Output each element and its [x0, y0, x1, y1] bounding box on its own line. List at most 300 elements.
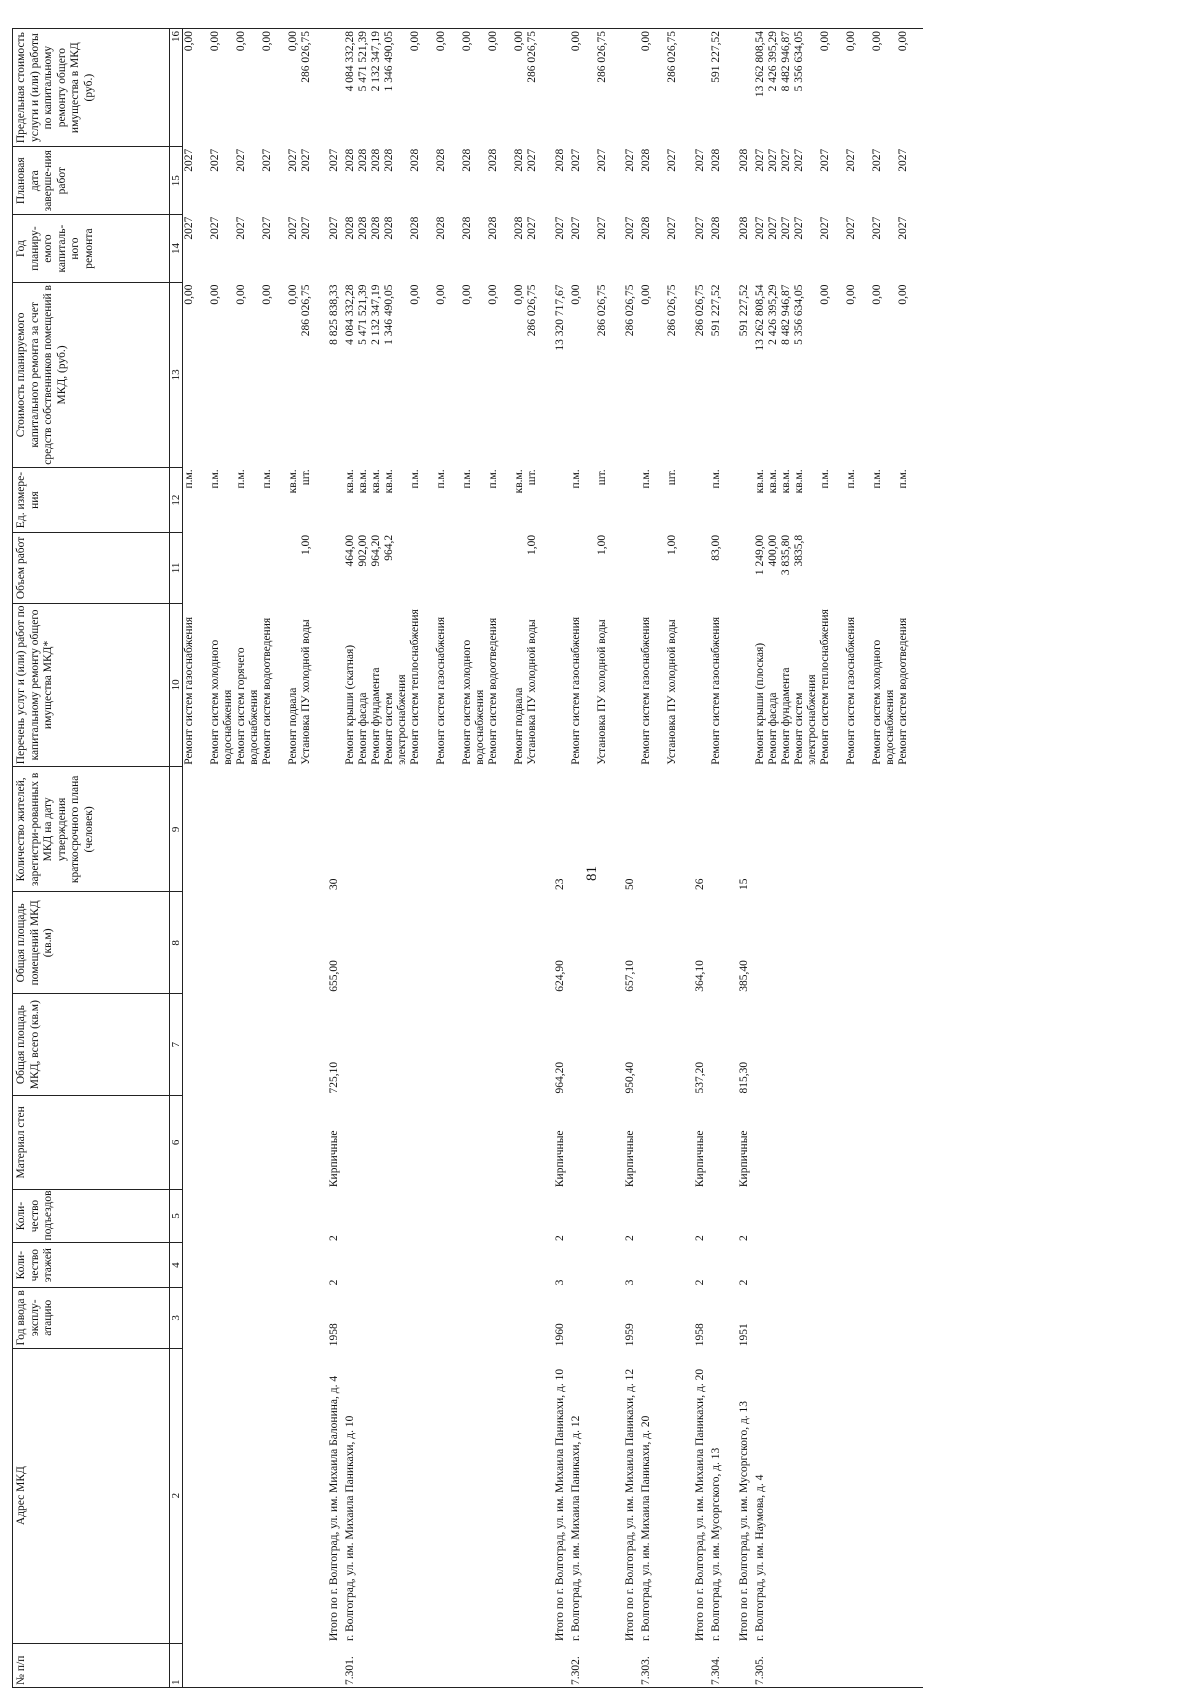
year-list	[710, 215, 736, 283]
work-year: 2027	[819, 216, 831, 240]
entrances: 2	[624, 1235, 636, 1241]
work-name: Ремонт крыши (скатная)	[344, 644, 356, 765]
year-list	[570, 215, 622, 283]
work-cost: 0,00	[287, 284, 299, 305]
entrances: 2	[738, 1235, 750, 1241]
total-year: 2027	[328, 216, 340, 240]
work-name: Ремонт систем теплоснабжения	[409, 609, 421, 765]
work-limit: 0,00	[819, 31, 831, 52]
work-cost: 0,00	[871, 284, 883, 305]
capital-repair-table	[12, 28, 923, 1688]
column-numbers-row	[170, 29, 183, 1688]
col-num: 8	[170, 892, 183, 994]
col-num: 15	[170, 147, 183, 215]
work-volume: 400,00	[767, 534, 779, 567]
entrances: 2	[554, 1235, 566, 1241]
work-name: Ремонт систем горячего водоснабжения	[235, 647, 260, 765]
work-cost: 0,00	[570, 284, 582, 305]
work-cost: 5 356 634,05	[793, 284, 805, 345]
area-total: 815,30	[738, 1061, 750, 1094]
work-limit: 0,00	[235, 31, 247, 52]
work-limit: 8 482 946,87	[780, 31, 792, 92]
limit-list	[570, 29, 622, 147]
works-list	[640, 603, 692, 767]
item-number: 7.301.	[344, 1643, 552, 1687]
area-premises: 385,40	[738, 960, 750, 992]
residents: 23	[554, 878, 566, 890]
total-year: 2027	[554, 216, 566, 240]
col-num: 1	[170, 1643, 183, 1687]
address-item-row	[710, 29, 736, 1688]
work-name: Ремонт подвала	[513, 687, 525, 765]
total-row	[552, 29, 570, 1688]
work-end-year: 2028	[710, 148, 722, 172]
work-volume: 464,00	[344, 534, 356, 567]
address-item-row	[570, 29, 622, 1688]
end-year-list	[570, 147, 622, 215]
work-cost: 0,00	[209, 284, 221, 305]
work-limit: 13 262 808,54	[754, 31, 766, 98]
address-item-row	[344, 29, 552, 1688]
work-cost: 0,00	[513, 284, 525, 305]
work-cost: 286 026,75	[300, 284, 312, 337]
work-name: Ремонт систем газоснабжения	[183, 616, 195, 765]
work-volume: 1 249,00	[754, 534, 766, 576]
col-num: 9	[170, 767, 183, 892]
work-end-year: 2028	[370, 148, 382, 172]
work-year: 2028	[513, 216, 525, 240]
residents: 26	[694, 878, 706, 890]
work-year: 2028	[383, 216, 395, 240]
work-limit: 0,00	[183, 31, 195, 52]
work-end-year: 2027	[871, 148, 883, 172]
total-end-year: 2027	[694, 148, 706, 172]
unit-list	[754, 467, 923, 533]
cost-list	[640, 282, 692, 467]
header-floors: Коли-чество этажей	[13, 1243, 170, 1287]
work-cost: 2 132 347,19	[370, 284, 382, 345]
work-unit: п.м.	[871, 469, 883, 489]
work-name: Установка ПУ холодной воды	[526, 619, 538, 765]
works-list	[710, 603, 736, 767]
work-limit: 286 026,75	[526, 31, 538, 83]
work-year: 2027	[300, 216, 312, 240]
volume-list	[754, 533, 923, 603]
work-unit: п.м.	[570, 469, 582, 489]
address-item-row	[640, 29, 692, 1688]
work-year: 2028	[487, 216, 499, 240]
work-volume: 1,00	[666, 534, 678, 555]
header-limit-cost: Предельная стоимость услуги и (или) работы по капитальному ремонту общего имущества в МКД (руб.)	[13, 29, 170, 147]
work-year: 2027	[570, 216, 582, 240]
work-cost: 0,00	[435, 284, 447, 305]
work-year: 2028	[370, 216, 382, 240]
col-num: 16	[170, 29, 183, 147]
area-total: 950,40	[624, 1061, 636, 1094]
work-unit: п.м.	[235, 469, 247, 489]
work-name: Ремонт систем холодного водоснабжения	[871, 639, 896, 765]
work-unit: кв.м.	[287, 469, 299, 494]
work-name: Установка ПУ холодной воды	[596, 619, 608, 765]
header-volume: Объем работ	[13, 533, 170, 603]
page-number: 81	[584, 866, 600, 881]
header-entrances: Коли-чество подъездов	[13, 1189, 170, 1243]
work-name: Ремонт крыши (плоская)	[754, 642, 766, 765]
work-limit: 5 471 521,39	[357, 31, 369, 92]
work-cost: 0,00	[845, 284, 857, 305]
work-year: 2028	[461, 216, 473, 240]
work-name: Ремонт фундамента	[370, 667, 382, 765]
work-volume: 902,00	[357, 534, 369, 567]
work-limit: 0,00	[871, 31, 883, 52]
work-end-year: 2028	[435, 148, 447, 172]
header-end-date: Плановая дата заверше-ния работ	[13, 147, 170, 215]
work-name: Ремонт систем газоснабжения	[640, 616, 652, 765]
work-end-year: 2027	[570, 148, 582, 172]
unit-list	[344, 467, 552, 533]
work-end-year: 2028	[640, 148, 652, 172]
work-end-year: 2027	[897, 148, 909, 172]
work-end-year: 2028	[383, 148, 395, 172]
work-limit: 0,00	[897, 31, 909, 52]
work-limit: 0,00	[845, 31, 857, 52]
wall-material: Кирпичные	[624, 1130, 636, 1188]
entrances: 2	[694, 1235, 706, 1241]
work-limit: 0,00	[570, 31, 582, 52]
residents: 30	[328, 878, 340, 890]
work-end-year: 2028	[344, 148, 356, 172]
item-address: г. Волгоград, ул. им. Наумова, д. 4	[754, 1474, 766, 1642]
work-cost: 13 262 808,54	[754, 284, 766, 351]
work-limit: 286 026,75	[666, 31, 678, 83]
limit-list	[640, 29, 692, 147]
work-end-year: 2027	[287, 148, 299, 172]
work-end-year: 2028	[461, 148, 473, 172]
work-year: 2027	[183, 216, 195, 240]
item-address: г. Волгоград, ул. им. Михаила Паникахи, д. 12	[570, 1415, 582, 1642]
wall-material: Кирпичные	[554, 1130, 566, 1188]
work-name: Ремонт систем газоснабжения	[570, 616, 582, 765]
work-unit: шт.	[300, 469, 312, 486]
wall-material: Кирпичные	[694, 1130, 706, 1188]
area-premises: 657,10	[624, 960, 636, 992]
work-end-year: 2027	[261, 148, 273, 172]
work-volume: 3 835,80	[780, 534, 792, 576]
work-unit: кв.м.	[513, 469, 525, 494]
total-cost: 286 026,75	[694, 284, 706, 337]
work-limit: 1 346 490,05	[383, 31, 395, 92]
work-end-year: 2028	[513, 148, 525, 172]
work-unit: кв.м.	[780, 469, 792, 494]
total-year: 2027	[694, 216, 706, 240]
header-area-total: Общая площадь МКД, всего (кв.м)	[13, 994, 170, 1096]
col-num: 5	[170, 1189, 183, 1243]
unit-list	[183, 467, 327, 533]
header-works: Перечень услуг и (или) работ по капитальному ремонту общего имущества МКД*	[13, 603, 170, 767]
total-cost: 286 026,75	[624, 284, 636, 337]
cost-list	[183, 282, 327, 467]
work-year: 2027	[596, 216, 608, 240]
work-name: Ремонт систем холодного водоснабжения	[209, 639, 234, 765]
area-premises: 364,10	[694, 960, 706, 992]
limit-list	[183, 29, 327, 147]
total-end-year: 2028	[738, 148, 750, 172]
work-volume: 1,00	[596, 534, 608, 555]
work-cost: 0,00	[461, 284, 473, 305]
work-cost: 8 482 946,87	[780, 284, 792, 345]
header-unit: Ед. измере-ния	[13, 467, 170, 533]
total-end-year: 2027	[624, 148, 636, 172]
volume-list	[570, 533, 622, 603]
work-end-year: 2028	[487, 148, 499, 172]
work-end-year: 2027	[209, 148, 221, 172]
end-year-list	[640, 147, 692, 215]
work-year: 2028	[640, 216, 652, 240]
work-unit: п.м.	[710, 469, 722, 489]
work-end-year: 2027	[596, 148, 608, 172]
work-cost: 0,00	[897, 284, 909, 305]
work-unit: кв.м.	[383, 469, 395, 494]
col-num: 3	[170, 1287, 183, 1348]
work-year: 2028	[357, 216, 369, 240]
work-end-year: 2027	[819, 148, 831, 172]
header-address: Адрес МКД	[13, 1348, 170, 1643]
total-year: 2027	[624, 216, 636, 240]
col-num: 4	[170, 1243, 183, 1287]
work-cost: 1 346 490,05	[383, 284, 395, 345]
work-unit: кв.м.	[767, 469, 779, 494]
end-year-list	[754, 147, 923, 215]
table-header	[13, 29, 183, 1688]
work-year: 2027	[209, 216, 221, 240]
work-year: 2027	[235, 216, 247, 240]
total-cost: 8 825 838,33	[328, 284, 340, 345]
works-list	[183, 603, 327, 767]
limit-list	[344, 29, 552, 147]
total-end-year: 2028	[554, 148, 566, 172]
work-year: 2027	[767, 216, 779, 240]
work-unit: кв.м.	[357, 469, 369, 494]
work-limit: 2 132 347,19	[370, 31, 382, 92]
work-name: Ремонт систем водоотведения	[897, 617, 909, 765]
work-unit: п.м.	[845, 469, 857, 489]
item-address: г. Волгоград, ул. им. Мусоргского, д. 13	[710, 1447, 722, 1642]
work-end-year: 2027	[767, 148, 779, 172]
work-name: Ремонт фасада	[767, 692, 779, 765]
work-year: 2027	[261, 216, 273, 240]
work-end-year: 2027	[183, 148, 195, 172]
work-cost: 4 084 332,28	[344, 284, 356, 345]
total-row	[622, 29, 640, 1688]
area-total: 537,20	[694, 1061, 706, 1094]
header-walls: Материал стен	[13, 1096, 170, 1190]
work-cost: 0,00	[409, 284, 421, 305]
unit-list	[570, 467, 622, 533]
floors: 2	[694, 1279, 706, 1286]
header-residents: Количество жителей, зарегистри-рованных в МКД на дату утверждения краткосрочного плана (человек)	[13, 767, 170, 892]
work-name: Ремонт систем электроснабжения	[793, 674, 818, 765]
work-volume: 964,2	[383, 534, 395, 561]
wall-material: Кирпичные	[328, 1130, 340, 1188]
work-unit: п.м.	[435, 469, 447, 489]
work-limit: 0,00	[435, 31, 447, 52]
header-number: № п/п	[13, 1643, 170, 1687]
work-year: 2027	[793, 216, 805, 240]
work-unit: п.м.	[640, 469, 652, 489]
work-limit: 286 026,75	[300, 31, 312, 83]
work-end-year: 2027	[300, 148, 312, 172]
work-name: Ремонт систем газоснабжения	[435, 616, 447, 765]
wall-material: Кирпичные	[738, 1130, 750, 1188]
floors: 3	[624, 1279, 636, 1286]
work-unit: кв.м.	[754, 469, 766, 494]
work-name: Ремонт систем водоотведения	[487, 617, 499, 765]
col-num: 7	[170, 994, 183, 1096]
item-address: г. Волгоград, ул. им. Михаила Паникахи, д. 20	[640, 1415, 652, 1642]
work-limit: 0,00	[409, 31, 421, 52]
work-year: 2027	[897, 216, 909, 240]
work-end-year: 2027	[780, 148, 792, 172]
work-volume: 1,00	[526, 534, 538, 555]
work-name: Ремонт систем электроснабжения	[383, 674, 408, 765]
work-name: Ремонт систем водоотведения	[261, 617, 273, 765]
area-premises: 624,90	[554, 960, 566, 992]
work-limit: 0,00	[487, 31, 499, 52]
work-unit: п.м.	[209, 469, 221, 489]
header-year: Год ввода в эксплу-атацию	[13, 1287, 170, 1348]
work-end-year: 2028	[357, 148, 369, 172]
work-name: Ремонт фундамента	[780, 667, 792, 765]
work-volume: 1,00	[300, 534, 312, 555]
header-cost: Стоимость планируемого капитального ремонта за счет средств собственников помещений в МКД, (руб.)	[13, 282, 170, 467]
work-year: 2027	[287, 216, 299, 240]
work-unit: кв.м.	[793, 469, 805, 494]
work-year: 2027	[871, 216, 883, 240]
work-year: 2027	[754, 216, 766, 240]
year-list	[344, 215, 552, 283]
total-year: 2028	[738, 216, 750, 240]
work-cost: 286 026,75	[596, 284, 608, 337]
work-unit: п.м.	[261, 469, 273, 489]
work-year: 2028	[710, 216, 722, 240]
work-name: Установка ПУ холодной воды	[666, 619, 678, 765]
work-limit: 0,00	[513, 31, 525, 52]
work-year: 2027	[666, 216, 678, 240]
work-unit: п.м.	[409, 469, 421, 489]
work-limit: 5 356 634,05	[793, 31, 805, 92]
year-built: 1958	[328, 1323, 340, 1347]
work-year: 2027	[526, 216, 538, 240]
works-list	[344, 603, 552, 767]
work-unit: кв.м.	[370, 469, 382, 494]
unit-list	[640, 467, 692, 533]
work-name: Ремонт фасада	[357, 692, 369, 765]
volume-list	[710, 533, 736, 603]
works-list	[754, 603, 923, 767]
work-limit: 2 426 395,29	[767, 31, 779, 92]
work-year: 2027	[845, 216, 857, 240]
table-body	[183, 29, 924, 1688]
total-cost: 13 320 717,67	[554, 284, 566, 351]
total-cost: 591 227,52	[738, 284, 750, 337]
work-cost: 2 426 395,29	[767, 284, 779, 345]
floors: 2	[738, 1279, 750, 1286]
year-built: 1959	[624, 1323, 636, 1347]
work-end-year: 2027	[526, 148, 538, 172]
header-planned-year: Год планиру-емого капиталь-ного ремонта	[13, 215, 170, 283]
volume-list	[640, 533, 692, 603]
work-cost: 0,00	[261, 284, 273, 305]
item-number: 7.303.	[640, 1643, 692, 1687]
work-end-year: 2027	[235, 148, 247, 172]
col-num: 10	[170, 603, 183, 767]
work-limit: 4 084 332,28	[344, 31, 356, 92]
work-cost: 0,00	[819, 284, 831, 305]
col-num: 13	[170, 282, 183, 467]
volume-list	[183, 533, 327, 603]
work-volume: 964,20	[370, 534, 382, 567]
work-unit: шт.	[596, 469, 608, 486]
work-unit: п.м.	[819, 469, 831, 489]
work-unit: п.м.	[487, 469, 499, 489]
work-year: 2028	[409, 216, 421, 240]
header-area-premises: Общая площадь помещений МКД (кв.м)	[13, 892, 170, 994]
work-end-year: 2027	[754, 148, 766, 172]
residents: 15	[738, 878, 750, 890]
total-row	[736, 29, 754, 1688]
col-num: 6	[170, 1096, 183, 1190]
cost-list	[754, 282, 923, 467]
area-premises: 655,00	[328, 960, 340, 992]
work-name: Установка ПУ холодной воды	[300, 619, 312, 765]
col-num: 14	[170, 215, 183, 283]
total-label: Итого по г. Волгоград, ул. им. Мусоргского, д. 13	[738, 1400, 750, 1642]
work-limit: 0,00	[261, 31, 273, 52]
work-limit: 591 227,52	[710, 31, 722, 83]
item-address: г. Волгоград, ул. им. Михаила Паникахи, д. 10	[344, 1415, 356, 1642]
work-limit: 0,00	[209, 31, 221, 52]
work-name: Ремонт систем холодного водоснабжения	[461, 639, 486, 765]
work-unit: шт.	[526, 469, 538, 486]
work-unit: п.м.	[183, 469, 195, 489]
work-cost: 286 026,75	[526, 284, 538, 337]
total-label: Итого по г. Волгоград, ул. им. Михаила Балонина, д. 4	[328, 1375, 340, 1642]
limit-list	[710, 29, 736, 147]
work-cost: 0,00	[183, 284, 195, 305]
works-list	[570, 603, 622, 767]
work-cost: 0,00	[487, 284, 499, 305]
end-year-list	[710, 147, 736, 215]
total-row	[326, 29, 344, 1688]
work-end-year: 2027	[793, 148, 805, 172]
work-unit: шт.	[666, 469, 678, 486]
residents: 50	[624, 878, 636, 890]
year-list	[640, 215, 692, 283]
work-name: Ремонт систем теплоснабжения	[819, 609, 831, 765]
year-list	[183, 215, 327, 283]
item-number: 7.305.	[754, 1643, 923, 1687]
work-unit: кв.м.	[344, 469, 356, 494]
year-built: 1960	[554, 1323, 566, 1347]
limit-list	[754, 29, 923, 147]
work-limit: 0,00	[640, 31, 652, 52]
work-end-year: 2027	[666, 148, 678, 172]
work-volume: 3835,8	[793, 534, 805, 567]
work-name: Ремонт систем газоснабжения	[845, 616, 857, 765]
year-built: 1951	[738, 1323, 750, 1347]
work-year: 2028	[435, 216, 447, 240]
work-year: 2028	[344, 216, 356, 240]
